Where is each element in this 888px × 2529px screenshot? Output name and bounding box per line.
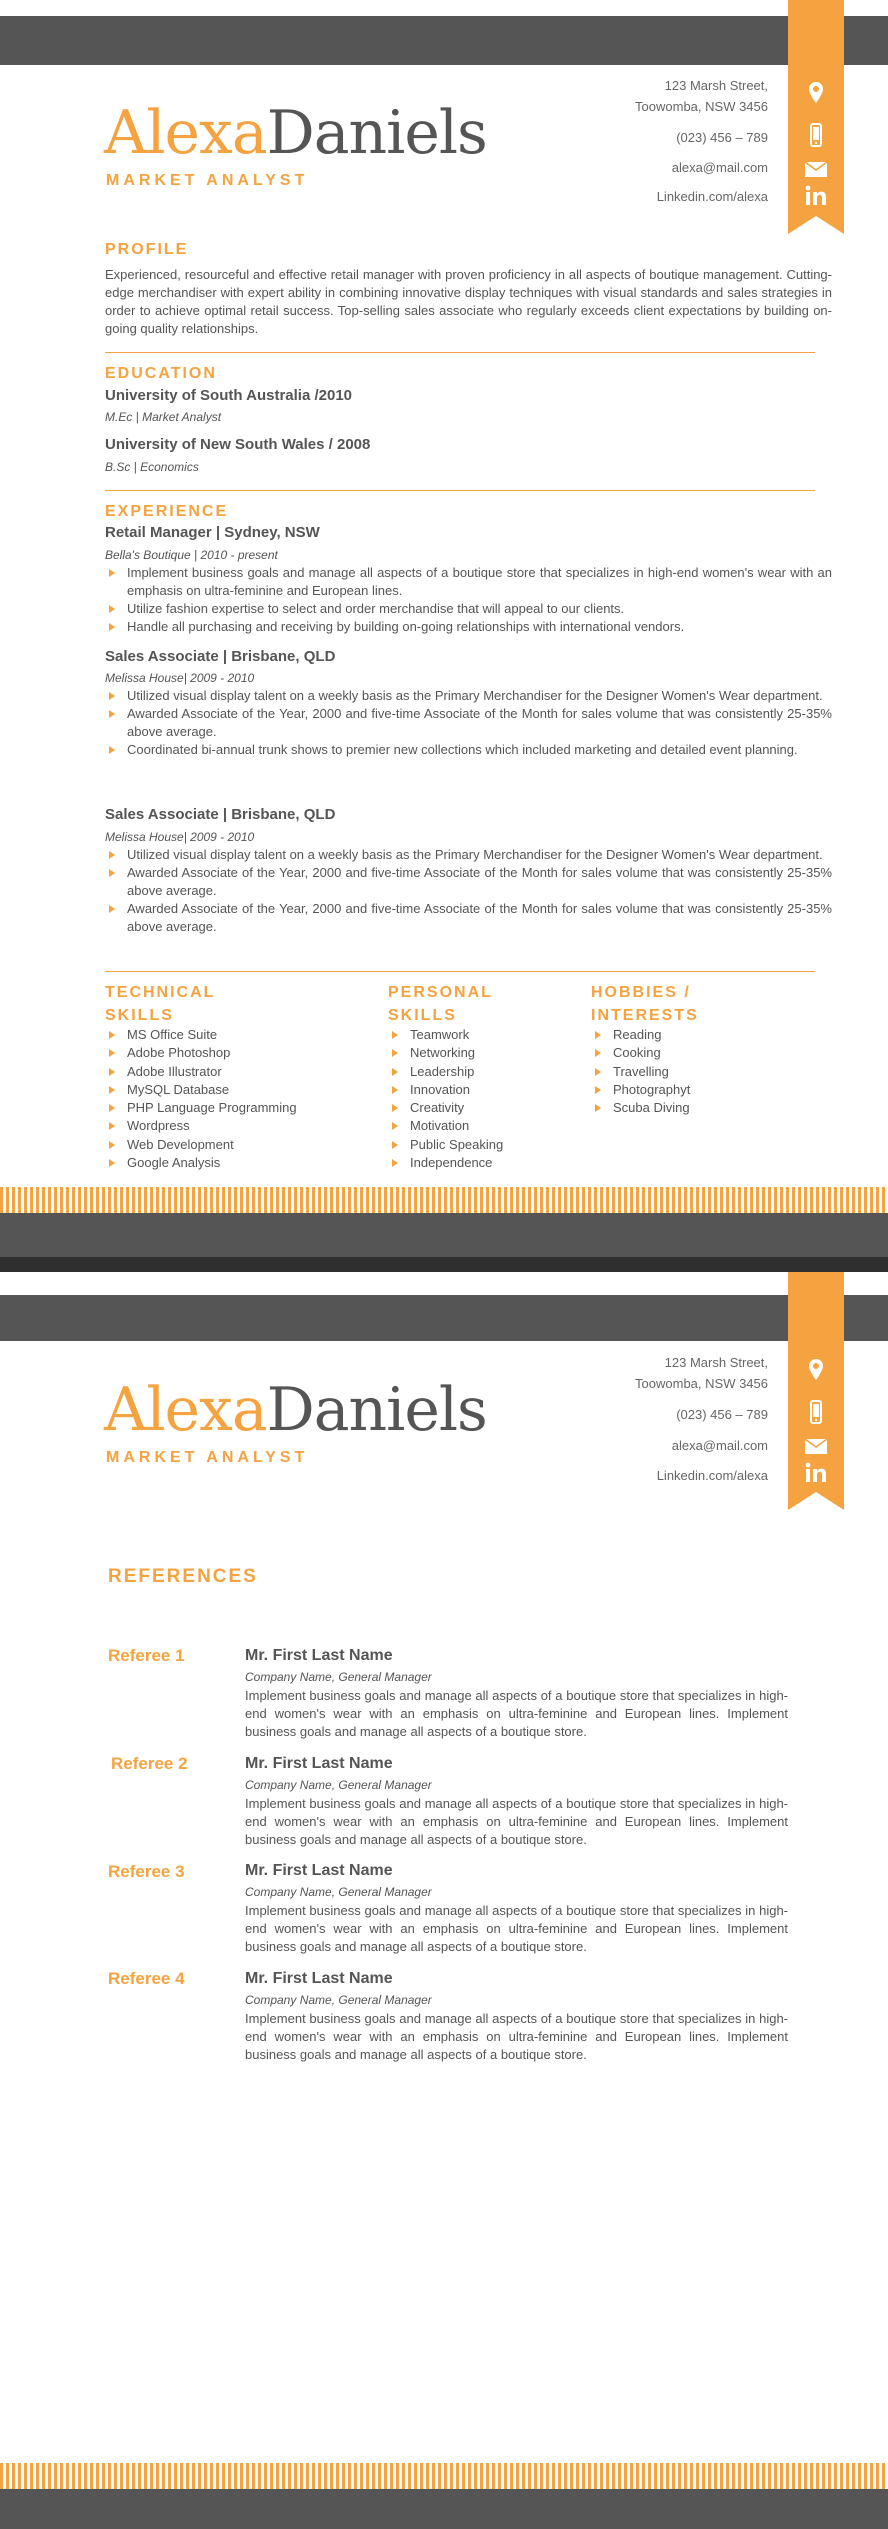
mail-icon [803, 156, 829, 182]
job-title: MARKET ANALYST [106, 1449, 309, 1466]
education-heading: EDUCATION [105, 365, 217, 382]
divider [105, 490, 815, 491]
hobbies-heading [591, 981, 699, 1027]
list-item: Adobe Illustrator [105, 1063, 297, 1081]
job-company-3: Melissa House| 2009 - 2010 [105, 830, 255, 844]
list-item: Utilize fashion expertise to select and order merchandise that will appeal to our clients. [105, 600, 832, 618]
last-name: Daniels [266, 1375, 487, 1445]
education-school: University of New South Wales / 2008 [105, 436, 371, 453]
first-name: Alexa [104, 1375, 267, 1445]
referee-label: Referee 2 [111, 1754, 188, 1773]
list-item: Creativity [388, 1099, 503, 1117]
list-item: MySQL Database [105, 1081, 297, 1099]
map-pin-icon [803, 80, 829, 106]
linkedin-icon [803, 1460, 829, 1486]
job-title: MARKET ANALYST [106, 172, 309, 189]
list-item: Awarded Associate of the Year, 2000 and five-time Associate of the Month for sales volume that was consistently 25-35% above average. [105, 705, 832, 741]
divider [105, 971, 815, 972]
linkedin-text: Linkedin.com/alexa [656, 1468, 768, 1483]
referee-label: Referee 1 [108, 1646, 185, 1665]
list-item: Awarded Associate of the Year, 2000 and five-time Associate of the Month for sales volume that was consistently 25-35% above average. [105, 864, 832, 900]
list-item: Photographyt [591, 1081, 690, 1099]
list-item: Scuba Diving [591, 1099, 690, 1117]
referee-label: Referee 4 [108, 1969, 185, 1988]
job-title-2: Sales Associate | Brisbane, QLD [105, 648, 336, 665]
referee-role: Company Name, General Manager [245, 1670, 432, 1684]
phone-icon [803, 122, 829, 148]
last-name: Daniels [266, 98, 487, 168]
referee-label: Referee 3 [108, 1862, 185, 1881]
list-item: Reading [591, 1026, 690, 1044]
education-degree: B.Sc | Economics [105, 460, 199, 474]
linkedin-text: Linkedin.com/alexa [656, 189, 768, 204]
referee-role: Company Name, General Manager [245, 1778, 432, 1792]
email-text: alexa@mail.com [671, 1438, 768, 1453]
job-bullets-1 [105, 564, 832, 636]
list-item: Coordinated bi-annual trunk shows to premier new collections which included marketing and detailed event planning. [105, 741, 832, 759]
list-item: PHP Language Programming [105, 1099, 297, 1117]
page2-stripe-band [0, 2463, 888, 2489]
list-item: Public Speaking [388, 1136, 503, 1154]
hobbies-heading-line2: INTERESTS [591, 1007, 699, 1024]
phone-text: (023) 456 – 789 [676, 1407, 768, 1422]
page1-ribbon-tip [788, 216, 844, 234]
address-line1: 123 Marsh Street, [664, 1355, 768, 1370]
divider [105, 352, 815, 353]
list-item: Motivation [388, 1117, 503, 1135]
personal-skills-heading [388, 981, 493, 1027]
referee-name: Mr. First Last Name [245, 1862, 393, 1879]
referee-text: Implement business goals and manage all aspects of a boutique store that specializes in high-end women's wear with an emphasis on ultra-feminine and European lines. Implement business goals and manage all aspects of a boutique store. [245, 1903, 788, 1954]
page-separator [0, 1257, 888, 1272]
referee-text: Implement business goals and manage all aspects of a boutique store that specializes in high-end women's wear with an emphasis on ultra-feminine and European lines. Implement business goals and manage all aspects of a boutique store. [245, 1796, 788, 1847]
job-bullets-3 [105, 846, 832, 936]
candidate-name [104, 98, 487, 168]
referee-text: Implement business goals and manage all aspects of a boutique store that specializes in high-end women's wear with an emphasis on ultra-feminine and European lines. Implement business goals and manage all aspects of a boutique store. [245, 2011, 788, 2062]
phone-text: (023) 456 – 789 [676, 130, 768, 145]
page2-bottom-bar [0, 2489, 888, 2529]
personal-heading-line2: SKILLS [388, 1007, 457, 1024]
referee-text: Implement business goals and manage all aspects of a boutique store that specializes in high-end women's wear with an emphasis on ultra-feminine and European lines. Implement business goals and manage all aspects of a boutique store. [245, 1688, 788, 1739]
technical-heading-line1: TECHNICAL [105, 984, 216, 1001]
personal-heading-line1: PERSONAL [388, 984, 493, 1001]
profile-heading: PROFILE [105, 241, 189, 258]
list-item: MS Office Suite [105, 1026, 297, 1044]
list-item: Travelling [591, 1063, 690, 1081]
linkedin-icon [803, 183, 829, 209]
job-bullets-2 [105, 687, 832, 759]
phone-icon [803, 1399, 829, 1425]
technical-heading-line2: SKILLS [105, 1007, 174, 1024]
address-line1: 123 Marsh Street, [664, 78, 768, 93]
list-item: Teamwork [388, 1026, 503, 1044]
profile-text: Experienced, resourceful and effective retail manager with proven proficiency in all aspects of boutique management. Cutting-edge merchandiser with expert ability in combining innovative display techniques with visual standards and sales strategies in order to achieve optimal retail success. Top-selling sales associate who regularly exceeds client expectations by building on-going quality relationships. [105, 267, 832, 336]
candidate-name [104, 1375, 487, 1445]
list-item: Adobe Photoshop [105, 1044, 297, 1062]
list-item: Google Analysis [105, 1154, 297, 1172]
education-degree: M.Ec | Market Analyst [105, 410, 222, 424]
list-item: Utilized visual display talent on a weekly basis as the Primary Merchandiser for the Designer Women's Wear department. [105, 846, 832, 864]
list-item: Independence [388, 1154, 503, 1172]
list-item: Wordpress [105, 1117, 297, 1135]
page1-stripe-band [0, 1187, 888, 1213]
list-item: Networking [388, 1044, 503, 1062]
email-text: alexa@mail.com [671, 160, 768, 175]
education-school: University of South Australia /2010 [105, 387, 353, 404]
list-item: Utilized visual display talent on a weekly basis as the Primary Merchandiser for the Designer Women's Wear department. [105, 687, 832, 705]
page1-top-bar [0, 16, 888, 65]
job-company-1: Bella's Boutique | 2010 - present [105, 548, 278, 562]
list-item: Innovation [388, 1081, 503, 1099]
referee-name: Mr. First Last Name [245, 1970, 393, 1987]
referee-name: Mr. First Last Name [245, 1647, 393, 1664]
list-item: Implement business goals and manage all aspects of a boutique store that specializes in high-end women's wear with an emphasis on ultra-feminine and European lines. [105, 564, 832, 600]
mail-icon [803, 1433, 829, 1459]
technical-skills-heading [105, 981, 215, 1027]
hobbies-list [591, 1026, 690, 1117]
list-item: Leadership [388, 1063, 503, 1081]
page2-top-bar [0, 1295, 888, 1341]
job-title-1: Retail Manager | Sydney, NSW [105, 524, 320, 541]
map-pin-icon [803, 1357, 829, 1383]
list-item: Handle all purchasing and receiving by building on-going relationships with international vendors. [105, 618, 832, 636]
technical-skills-list [105, 1026, 297, 1172]
address-line2: Toowomba, NSW 3456 [635, 99, 768, 114]
page1-bottom-bar [0, 1213, 888, 1257]
experience-heading: EXPERIENCE [105, 503, 229, 520]
job-company-2: Melissa House| 2009 - 2010 [105, 671, 255, 685]
list-item: Awarded Associate of the Year, 2000 and five-time Associate of the Month for sales volume that was consistently 25-35% above average. [105, 900, 832, 936]
address-line2: Toowomba, NSW 3456 [635, 1376, 768, 1391]
page2-ribbon-tip [788, 1492, 844, 1510]
referee-role: Company Name, General Manager [245, 1993, 432, 2007]
list-item: Cooking [591, 1044, 690, 1062]
personal-skills-list [388, 1026, 503, 1172]
referee-role: Company Name, General Manager [245, 1885, 432, 1899]
referee-name: Mr. First Last Name [245, 1755, 393, 1772]
first-name: Alexa [104, 98, 267, 168]
references-heading: REFERENCES [108, 1566, 258, 1587]
list-item: Web Development [105, 1136, 297, 1154]
hobbies-heading-line1: HOBBIES / [591, 984, 691, 1001]
job-title-3: Sales Associate | Brisbane, QLD [105, 806, 336, 823]
